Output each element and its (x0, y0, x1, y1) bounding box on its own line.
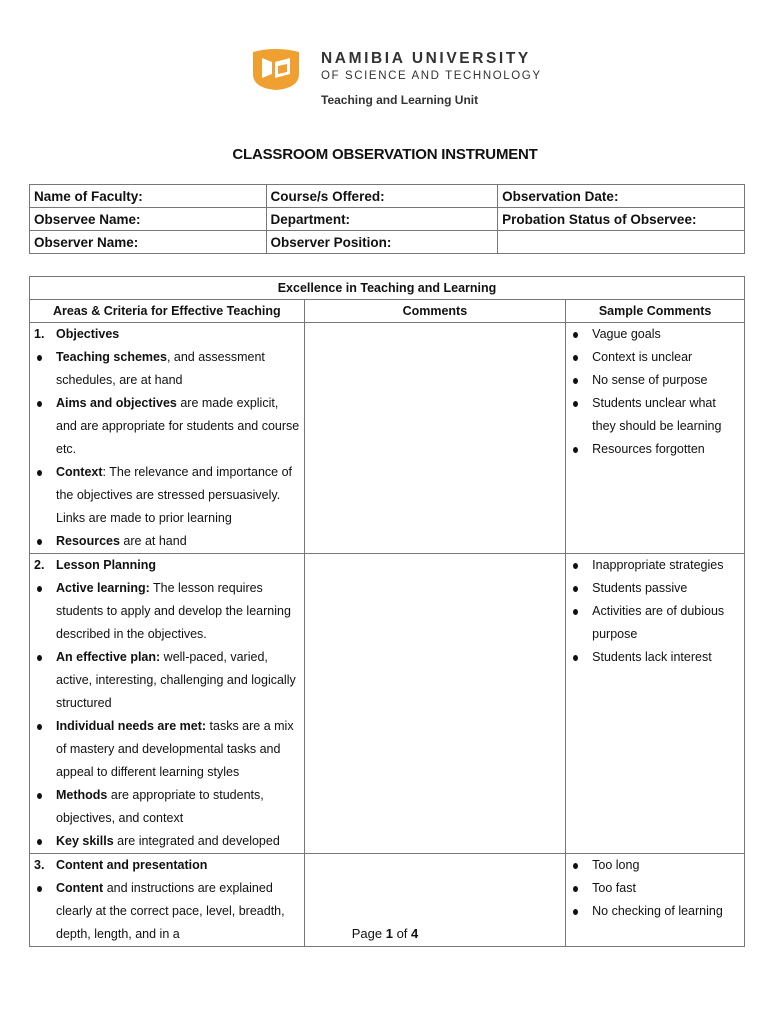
section-header: Excellence in Teaching and Learning (30, 277, 745, 300)
info-row (30, 185, 745, 208)
samples-list (570, 554, 740, 669)
list-item: Key skills are integrated and developed (34, 830, 300, 853)
list-item: Resources forgotten (570, 438, 740, 461)
section-title: 2. Lesson Planning (34, 558, 157, 572)
list-item: Active learning: The lesson requires students to apply and develop the learning described in the objectives. (34, 577, 300, 646)
observation-date-field[interactable]: Observation Date: (498, 185, 745, 208)
department-field[interactable]: Department: (266, 208, 498, 231)
observer-position-field[interactable]: Observer Position: (266, 231, 498, 254)
column-header-criteria: Areas & Criteria for Effective Teaching (30, 300, 305, 323)
samples-cell (566, 554, 745, 854)
list-item: No sense of purpose (570, 369, 740, 392)
observer-name-field[interactable]: Observer Name: (30, 231, 267, 254)
list-item: Teaching schemes, and assessment schedules, are at hand (34, 346, 300, 392)
list-item: Individual needs are met: tasks are a mix of mastery and developmental tasks and appeal to different learning styles (34, 715, 300, 784)
list-item: Content and instructions are explained clearly at the correct pace, level, breadth, depth, length, and in a (34, 877, 300, 946)
list-item: Students lack interest (570, 646, 740, 669)
samples-cell (566, 323, 745, 554)
probation-status-field[interactable]: Probation Status of Observee: (498, 208, 745, 231)
criteria-cell (30, 554, 305, 854)
column-header-row (30, 300, 745, 323)
list-item: Activities are of dubious purpose (570, 600, 740, 646)
list-item: Students passive (570, 577, 740, 600)
list-item: Too fast (570, 877, 740, 900)
samples-list (570, 854, 740, 923)
criteria-row-objectives (30, 323, 745, 554)
info-row (30, 231, 745, 254)
criteria-list (34, 346, 300, 553)
unit-name: Teaching and Learning Unit (321, 93, 479, 107)
list-item: Context: The relevance and importance of the objectives are stressed persuasively. Links are made to prior learning (34, 461, 300, 530)
criteria-row-lesson-planning (30, 554, 745, 854)
university-subtitle: OF SCIENCE AND TECHNOLOGY (321, 70, 542, 82)
samples-list (570, 323, 740, 461)
list-item: Inappropriate strategies (570, 554, 740, 577)
info-row (30, 208, 745, 231)
list-item: Too long (570, 854, 740, 877)
table-section-header-row (30, 277, 745, 300)
column-header-samples: Sample Comments (566, 300, 745, 323)
column-header-comments: Comments (304, 300, 566, 323)
empty-field[interactable] (498, 231, 745, 254)
list-item: No checking of learning (570, 900, 740, 923)
nust-logo-icon (249, 44, 303, 92)
section-title: 3. Content and presentation (34, 858, 208, 872)
list-item: Methods are appropriate to students, objectives, and context (34, 784, 300, 830)
observation-info-table (29, 184, 745, 254)
document-title: CLASSROOM OBSERVATION INSTRUMENT (232, 146, 538, 163)
header-logo (249, 44, 669, 114)
observee-name-field[interactable]: Observee Name: (30, 208, 267, 231)
list-item: Students unclear what they should be learning (570, 392, 740, 438)
criteria-table (29, 276, 745, 947)
comments-cell[interactable] (304, 323, 566, 554)
list-item: Resources are at hand (34, 530, 300, 553)
criteria-list (34, 577, 300, 853)
page-number: Page 1 of 4 (351, 926, 419, 941)
list-item: An effective plan: well-paced, varied, active, interesting, challenging and logically structured (34, 646, 300, 715)
comments-cell[interactable] (304, 554, 566, 854)
criteria-cell (30, 323, 305, 554)
list-item: Aims and objectives are made explicit, and are appropriate for students and course etc. (34, 392, 300, 461)
university-name: NAMIBIA UNIVERSITY (321, 50, 531, 67)
list-item: Context is unclear (570, 346, 740, 369)
section-title: 1. Objectives (34, 327, 120, 341)
faculty-field[interactable]: Name of Faculty: (30, 185, 267, 208)
list-item: Vague goals (570, 323, 740, 346)
courses-field[interactable]: Course/s Offered: (266, 185, 498, 208)
